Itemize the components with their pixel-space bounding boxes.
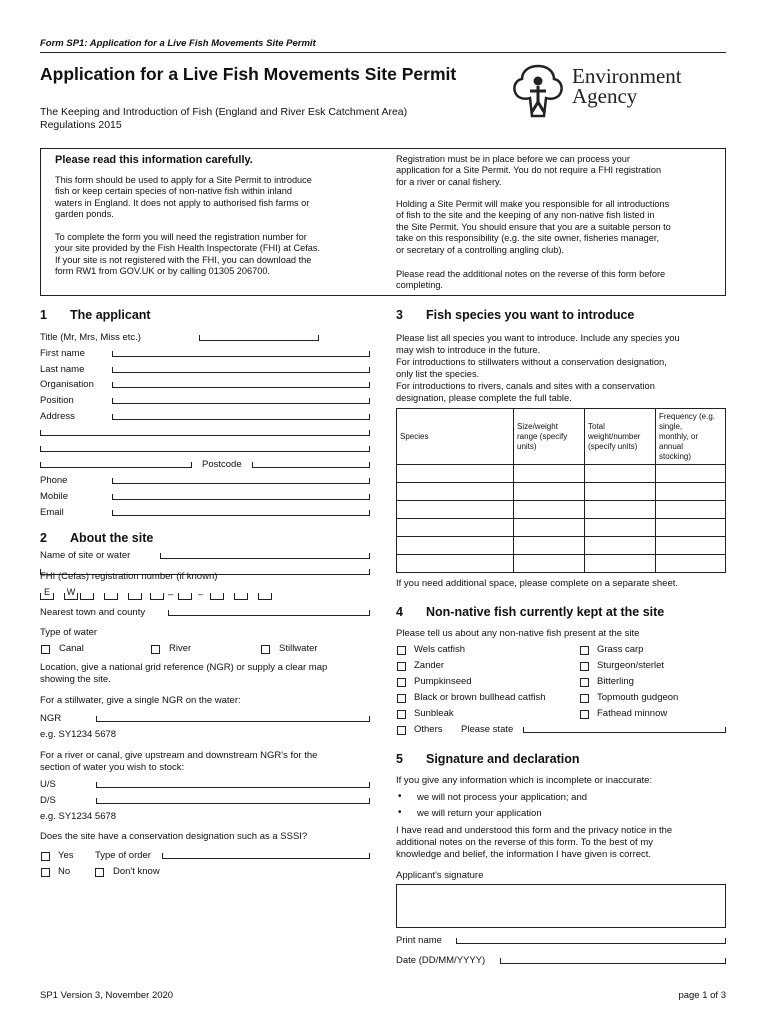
fhi-dash-1: –	[168, 589, 174, 600]
organisation-input[interactable]	[112, 382, 370, 388]
type-of-order-label: Type of order	[95, 850, 151, 861]
info-right-para-3: Please read the additional notes on the reverse of this form before completing.	[396, 269, 666, 291]
river-label: River	[169, 643, 192, 654]
section-1-title: The applicant	[70, 308, 151, 322]
first-name-input[interactable]	[112, 351, 370, 357]
organisation-label: Organisation	[40, 379, 94, 390]
section-3-title: Fish species you want to introduce	[426, 308, 635, 322]
info-right-para-2: Holding a Site Permit will make you responsible for all introductions of fish to the site and the keeping of any non-native fish listed in the Site Permit. You should ensure that you are a suitable person to take on this responsibility (e.g. the site owner, fisheries manager, or secretary of a controlling angling club).	[396, 199, 671, 255]
stillwater-ngr-instructions: For a stillwater, give a single NGR on the water:	[40, 695, 241, 706]
signature-box[interactable]	[396, 884, 726, 928]
yes-label: Yes	[58, 850, 74, 861]
table-row[interactable]	[397, 519, 726, 537]
downstream-label: D/S	[40, 795, 56, 806]
page-number: page 1 of 3	[678, 990, 726, 1001]
print-name-input[interactable]	[456, 938, 726, 944]
bullhead-catfish-checkbox[interactable]	[397, 694, 406, 703]
wels-catfish-checkbox[interactable]	[397, 646, 406, 655]
upstream-label: U/S	[40, 779, 56, 790]
phone-label: Phone	[40, 475, 68, 486]
table-row[interactable]	[397, 465, 726, 483]
ngr-label: NGR	[40, 713, 62, 724]
first-name-label: First name	[40, 348, 85, 359]
regulations-subtitle: The Keeping and Introduction of Fish (England and River Esk Catchment Area) Regulations 2015	[40, 106, 408, 131]
fhi-box-4[interactable]	[150, 593, 164, 600]
fathead-minnow-label: Fathead minnow	[597, 708, 668, 719]
bullet-return: we will return your application	[417, 808, 542, 819]
bullhead-catfish-label: Black or brown bullhead catfish	[414, 692, 546, 703]
ngr-example: e.g. SY1234 5678	[40, 729, 117, 740]
last-name-label: Last name	[40, 364, 85, 375]
sturgeon-checkbox[interactable]	[580, 662, 589, 671]
species-instructions: Please list all species you want to introduce. Include any species you may wish to introduce in the future. For introductions to stillwaters without a conservation designation, only list the species. For introductions to rivers, canals and sites with a conservation designation, please complete the full table.	[396, 333, 680, 403]
fhi-box-1[interactable]	[80, 593, 94, 600]
additional-space-note: If you need additional space, please complete on a separate sheet.	[396, 578, 679, 589]
conservation-no-checkbox[interactable]	[41, 868, 50, 877]
bullet-icon: •	[398, 791, 402, 802]
conservation-yes-checkbox[interactable]	[41, 852, 50, 861]
please-state-input[interactable]	[523, 727, 726, 733]
declaration-intro: If you give any information which is incomplete or inaccurate:	[396, 775, 653, 786]
conservation-question: Does the site have a conservation designation such as a SSSI?	[40, 831, 308, 842]
dont-know-checkbox[interactable]	[95, 868, 104, 877]
header-rule	[40, 52, 726, 53]
grass-carp-checkbox[interactable]	[580, 646, 589, 655]
topmouth-gudgeon-label: Topmouth gudgeon	[597, 692, 679, 703]
type-of-order-input[interactable]	[162, 853, 370, 859]
environment-agency-logo: Environment Agency	[510, 62, 730, 122]
date-input[interactable]	[500, 958, 726, 964]
title-input[interactable]	[199, 335, 319, 341]
fhi-box-7[interactable]	[234, 593, 248, 600]
sunbleak-label: Sunbleak	[414, 708, 454, 719]
fhi-box-5[interactable]	[178, 593, 192, 600]
fhi-box-8[interactable]	[258, 593, 272, 600]
email-input[interactable]	[112, 510, 370, 516]
ngr-input[interactable]	[96, 716, 370, 722]
size-column-header: Size/weight range (specify units)	[514, 409, 585, 465]
form-reference: Form SP1: Application for a Live Fish Movements Site Permit	[40, 38, 316, 49]
table-row[interactable]	[397, 537, 726, 555]
section-1-number: 1	[40, 308, 47, 322]
address-input-2[interactable]	[40, 430, 370, 436]
site-name-label: Name of site or water	[40, 550, 131, 561]
nearest-town-label: Nearest town and county	[40, 607, 146, 618]
info-left-para-2: To complete the form you will need the registration number for your site provided by the Fish Health Inspectorate (FHI) at Cefas. If your site is not registered with the FHI, you can download the form RW1 from GOV.UK or by calling 01305 206700.	[55, 232, 321, 277]
canal-checkbox[interactable]	[41, 645, 50, 654]
total-column-header: Total weight/number (specify units)	[585, 409, 656, 465]
address-label: Address	[40, 411, 75, 422]
bitterling-checkbox[interactable]	[580, 678, 589, 687]
version-footer: SP1 Version 3, November 2020	[40, 990, 174, 1001]
fhi-char-e: E	[40, 593, 54, 600]
others-checkbox[interactable]	[397, 726, 406, 735]
phone-input[interactable]	[112, 478, 370, 484]
fhi-box-2[interactable]	[104, 593, 118, 600]
section-4-number: 4	[396, 605, 403, 619]
nearest-town-input[interactable]	[168, 610, 370, 616]
sunbleak-checkbox[interactable]	[397, 710, 406, 719]
postcode-input[interactable]	[252, 462, 370, 468]
print-name-label: Print name	[396, 935, 442, 946]
sturgeon-label: Sturgeon/sterlet	[597, 660, 665, 671]
pumpkinseed-checkbox[interactable]	[397, 678, 406, 687]
section-5-title: Signature and declaration	[426, 752, 580, 766]
bullet-icon: •	[398, 807, 402, 818]
please-state-label: Please state	[461, 724, 514, 735]
fhi-char-w: W	[64, 593, 78, 600]
others-label: Others	[414, 724, 443, 735]
fhi-dash-2: –	[198, 589, 204, 600]
information-heading: Please read this information carefully.	[55, 154, 253, 166]
fhi-box-3[interactable]	[128, 593, 142, 600]
table-row[interactable]	[397, 483, 726, 501]
dont-know-label: Don't know	[113, 866, 160, 877]
no-label: No	[58, 866, 71, 877]
upstream-input[interactable]	[96, 782, 370, 788]
wels-catfish-label: Wels catfish	[414, 644, 466, 655]
address-input-3[interactable]	[40, 446, 370, 452]
mobile-label: Mobile	[40, 491, 68, 502]
position-input[interactable]	[112, 398, 370, 404]
section-2-title: About the site	[70, 531, 154, 545]
downstream-input[interactable]	[96, 798, 370, 804]
type-of-water-label: Type of water	[40, 627, 98, 638]
address-input-1[interactable]	[112, 414, 370, 420]
species-table	[396, 408, 726, 573]
section-2-number: 2	[40, 531, 47, 545]
section-4-title: Non-native fish currently kept at the site	[426, 605, 665, 619]
title-label: Title (Mr, Mrs, Miss etc.)	[40, 332, 141, 343]
email-label: Email	[40, 507, 64, 518]
position-label: Position	[40, 395, 74, 406]
stillwater-label: Stillwater	[279, 643, 318, 654]
ngr-example-2: e.g. SY1234 5678	[40, 811, 117, 822]
table-row[interactable]	[397, 555, 726, 573]
topmouth-gudgeon-checkbox[interactable]	[580, 694, 589, 703]
declaration-text: I have read and understood this form and the privacy notice in the additional notes on the reverse of this form. To the best of my knowledge and belief, the information I have given is correct.	[396, 825, 673, 860]
location-instructions: Location, give a national grid reference (NGR) or supply a clear map showing the site.	[40, 662, 328, 685]
stillwater-checkbox[interactable]	[261, 645, 270, 654]
river-checkbox[interactable]	[151, 645, 160, 654]
river-ngr-instructions: For a river or canal, give upstream and downstream NGR's for the section of water you wish to stock:	[40, 750, 318, 773]
zander-label: Zander	[414, 660, 445, 671]
fhi-label: FHI (Cefas) registration number (if known)	[40, 571, 218, 582]
bullet-not-process: we will not process your application; and	[417, 792, 588, 803]
grass-carp-label: Grass carp	[597, 644, 644, 655]
info-left-para-1: This form should be used to apply for a Site Permit to introduce fish or keep certain species of non-native fish within inland waters in England. It does not apply to authorised fish farms or garden ponds.	[55, 175, 312, 220]
last-name-input[interactable]	[112, 367, 370, 373]
site-name-input[interactable]	[160, 553, 370, 559]
information-box	[40, 148, 726, 296]
section-3-number: 3	[396, 308, 403, 322]
section-5-number: 5	[396, 752, 403, 766]
page-title: Application for a Live Fish Movements Site Permit	[40, 64, 457, 84]
mobile-input[interactable]	[112, 494, 370, 500]
table-row[interactable]	[397, 501, 726, 519]
bitterling-label: Bitterling	[597, 676, 634, 687]
frequency-column-header: Frequency (e.g. single, monthly, or annual stocking)	[656, 409, 726, 465]
fhi-box-6[interactable]	[210, 593, 224, 600]
canal-label: Canal	[59, 643, 84, 654]
info-right-para-1: Registration must be in place before we can process your application for a Site Permit. You do not require a FHI registration for a river or canal fishery.	[396, 154, 662, 187]
postcode-label: Postcode	[202, 459, 242, 470]
fathead-minnow-checkbox[interactable]	[580, 710, 589, 719]
date-label: Date (DD/MM/YYYY)	[396, 955, 486, 966]
species-column-header: Species	[397, 409, 514, 465]
zander-checkbox[interactable]	[397, 662, 406, 671]
signature-label: Applicant's signature	[396, 870, 484, 881]
non-native-intro: Please tell us about any non-native fish present at the site	[396, 628, 640, 639]
pumpkinseed-label: Pumpkinseed	[414, 676, 472, 687]
tree-figure-icon	[510, 62, 566, 120]
address-input-4[interactable]	[40, 462, 192, 468]
